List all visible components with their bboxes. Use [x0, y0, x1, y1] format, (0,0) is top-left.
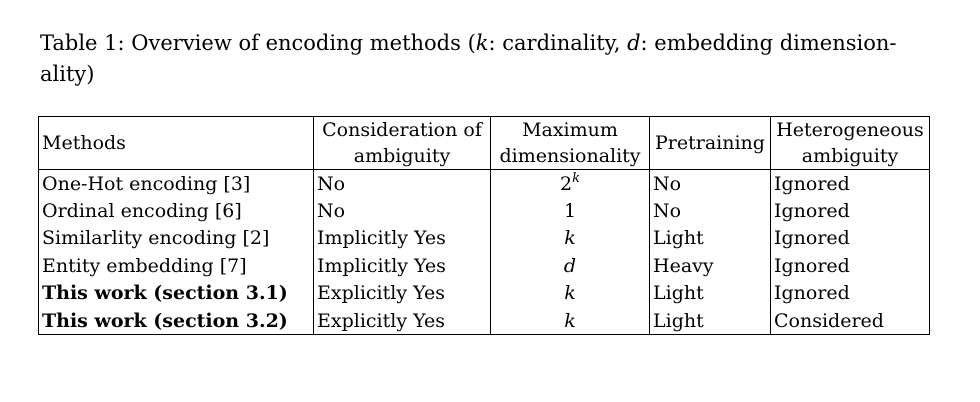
cell-maxdim: 1 — [491, 197, 650, 224]
cell-maxdim: d — [491, 252, 650, 279]
cell-method: This work (section 3.2) — [39, 307, 314, 335]
header-heterogeneous — [771, 117, 930, 170]
cell-pretraining: Light — [650, 307, 771, 335]
cell-hetero: Ignored — [771, 225, 930, 252]
table-row — [39, 252, 930, 279]
header-hetero-line1: Heterogeneous — [776, 119, 924, 141]
table-caption — [40, 28, 920, 90]
encoding-methods-table — [38, 116, 930, 335]
table-row — [39, 197, 930, 224]
table-row — [39, 225, 930, 252]
cell-pretraining: Light — [650, 280, 771, 307]
cell-method: Similarlity encoding [2] — [39, 225, 314, 252]
cell-method: This work (section 3.1) — [39, 280, 314, 307]
cell-consideration: Explicitly Yes — [314, 307, 491, 335]
cell-hetero: Ignored — [771, 170, 930, 198]
cell-method: Ordinal encoding [6] — [39, 197, 314, 224]
caption-d-desc: : embedding dimension-ality) — [40, 31, 897, 86]
cell-maxdim-base: 2 — [560, 172, 573, 195]
cell-method: Entity embedding [7] — [39, 252, 314, 279]
header-maxdim-line1: Maximum — [522, 119, 618, 141]
cell-consideration: Implicitly Yes — [314, 252, 491, 279]
cell-maxdim — [491, 170, 650, 198]
cell-hetero: Ignored — [771, 280, 930, 307]
cell-hetero: Considered — [771, 307, 930, 335]
header-hetero-line2: ambiguity — [801, 145, 899, 167]
cell-maxdim: k — [491, 280, 650, 307]
cell-pretraining: No — [650, 197, 771, 224]
table-row — [39, 280, 930, 307]
header-methods: Methods — [39, 117, 314, 170]
cell-method: One-Hot encoding [3] — [39, 170, 314, 198]
header-consideration — [314, 117, 491, 170]
cell-pretraining: No — [650, 170, 771, 198]
header-max-dimensionality — [491, 117, 650, 170]
table-header-row — [39, 117, 930, 170]
caption-d-symbol: d — [627, 31, 641, 55]
cell-pretraining: Heavy — [650, 252, 771, 279]
cell-consideration: No — [314, 197, 491, 224]
cell-consideration: No — [314, 170, 491, 198]
cell-pretraining: Light — [650, 225, 771, 252]
caption-k-symbol: k — [475, 31, 489, 55]
caption-prefix: Table 1: Overview of encoding methods ( — [40, 31, 476, 55]
cell-maxdim: k — [491, 307, 650, 335]
header-consideration-line2: ambiguity — [353, 145, 451, 167]
cell-consideration: Implicitly Yes — [314, 225, 491, 252]
cell-hetero: Ignored — [771, 252, 930, 279]
header-maxdim-line2: dimensionality — [499, 145, 641, 167]
cell-maxdim-exponent: k — [572, 170, 580, 186]
cell-maxdim: k — [491, 225, 650, 252]
table-row — [39, 307, 930, 335]
table-row — [39, 170, 930, 198]
caption-k-desc: : cardinality, — [488, 31, 628, 55]
header-pretraining: Pretraining — [650, 117, 771, 170]
header-consideration-line1: Consideration of — [322, 119, 482, 141]
cell-consideration: Explicitly Yes — [314, 280, 491, 307]
cell-hetero: Ignored — [771, 197, 930, 224]
